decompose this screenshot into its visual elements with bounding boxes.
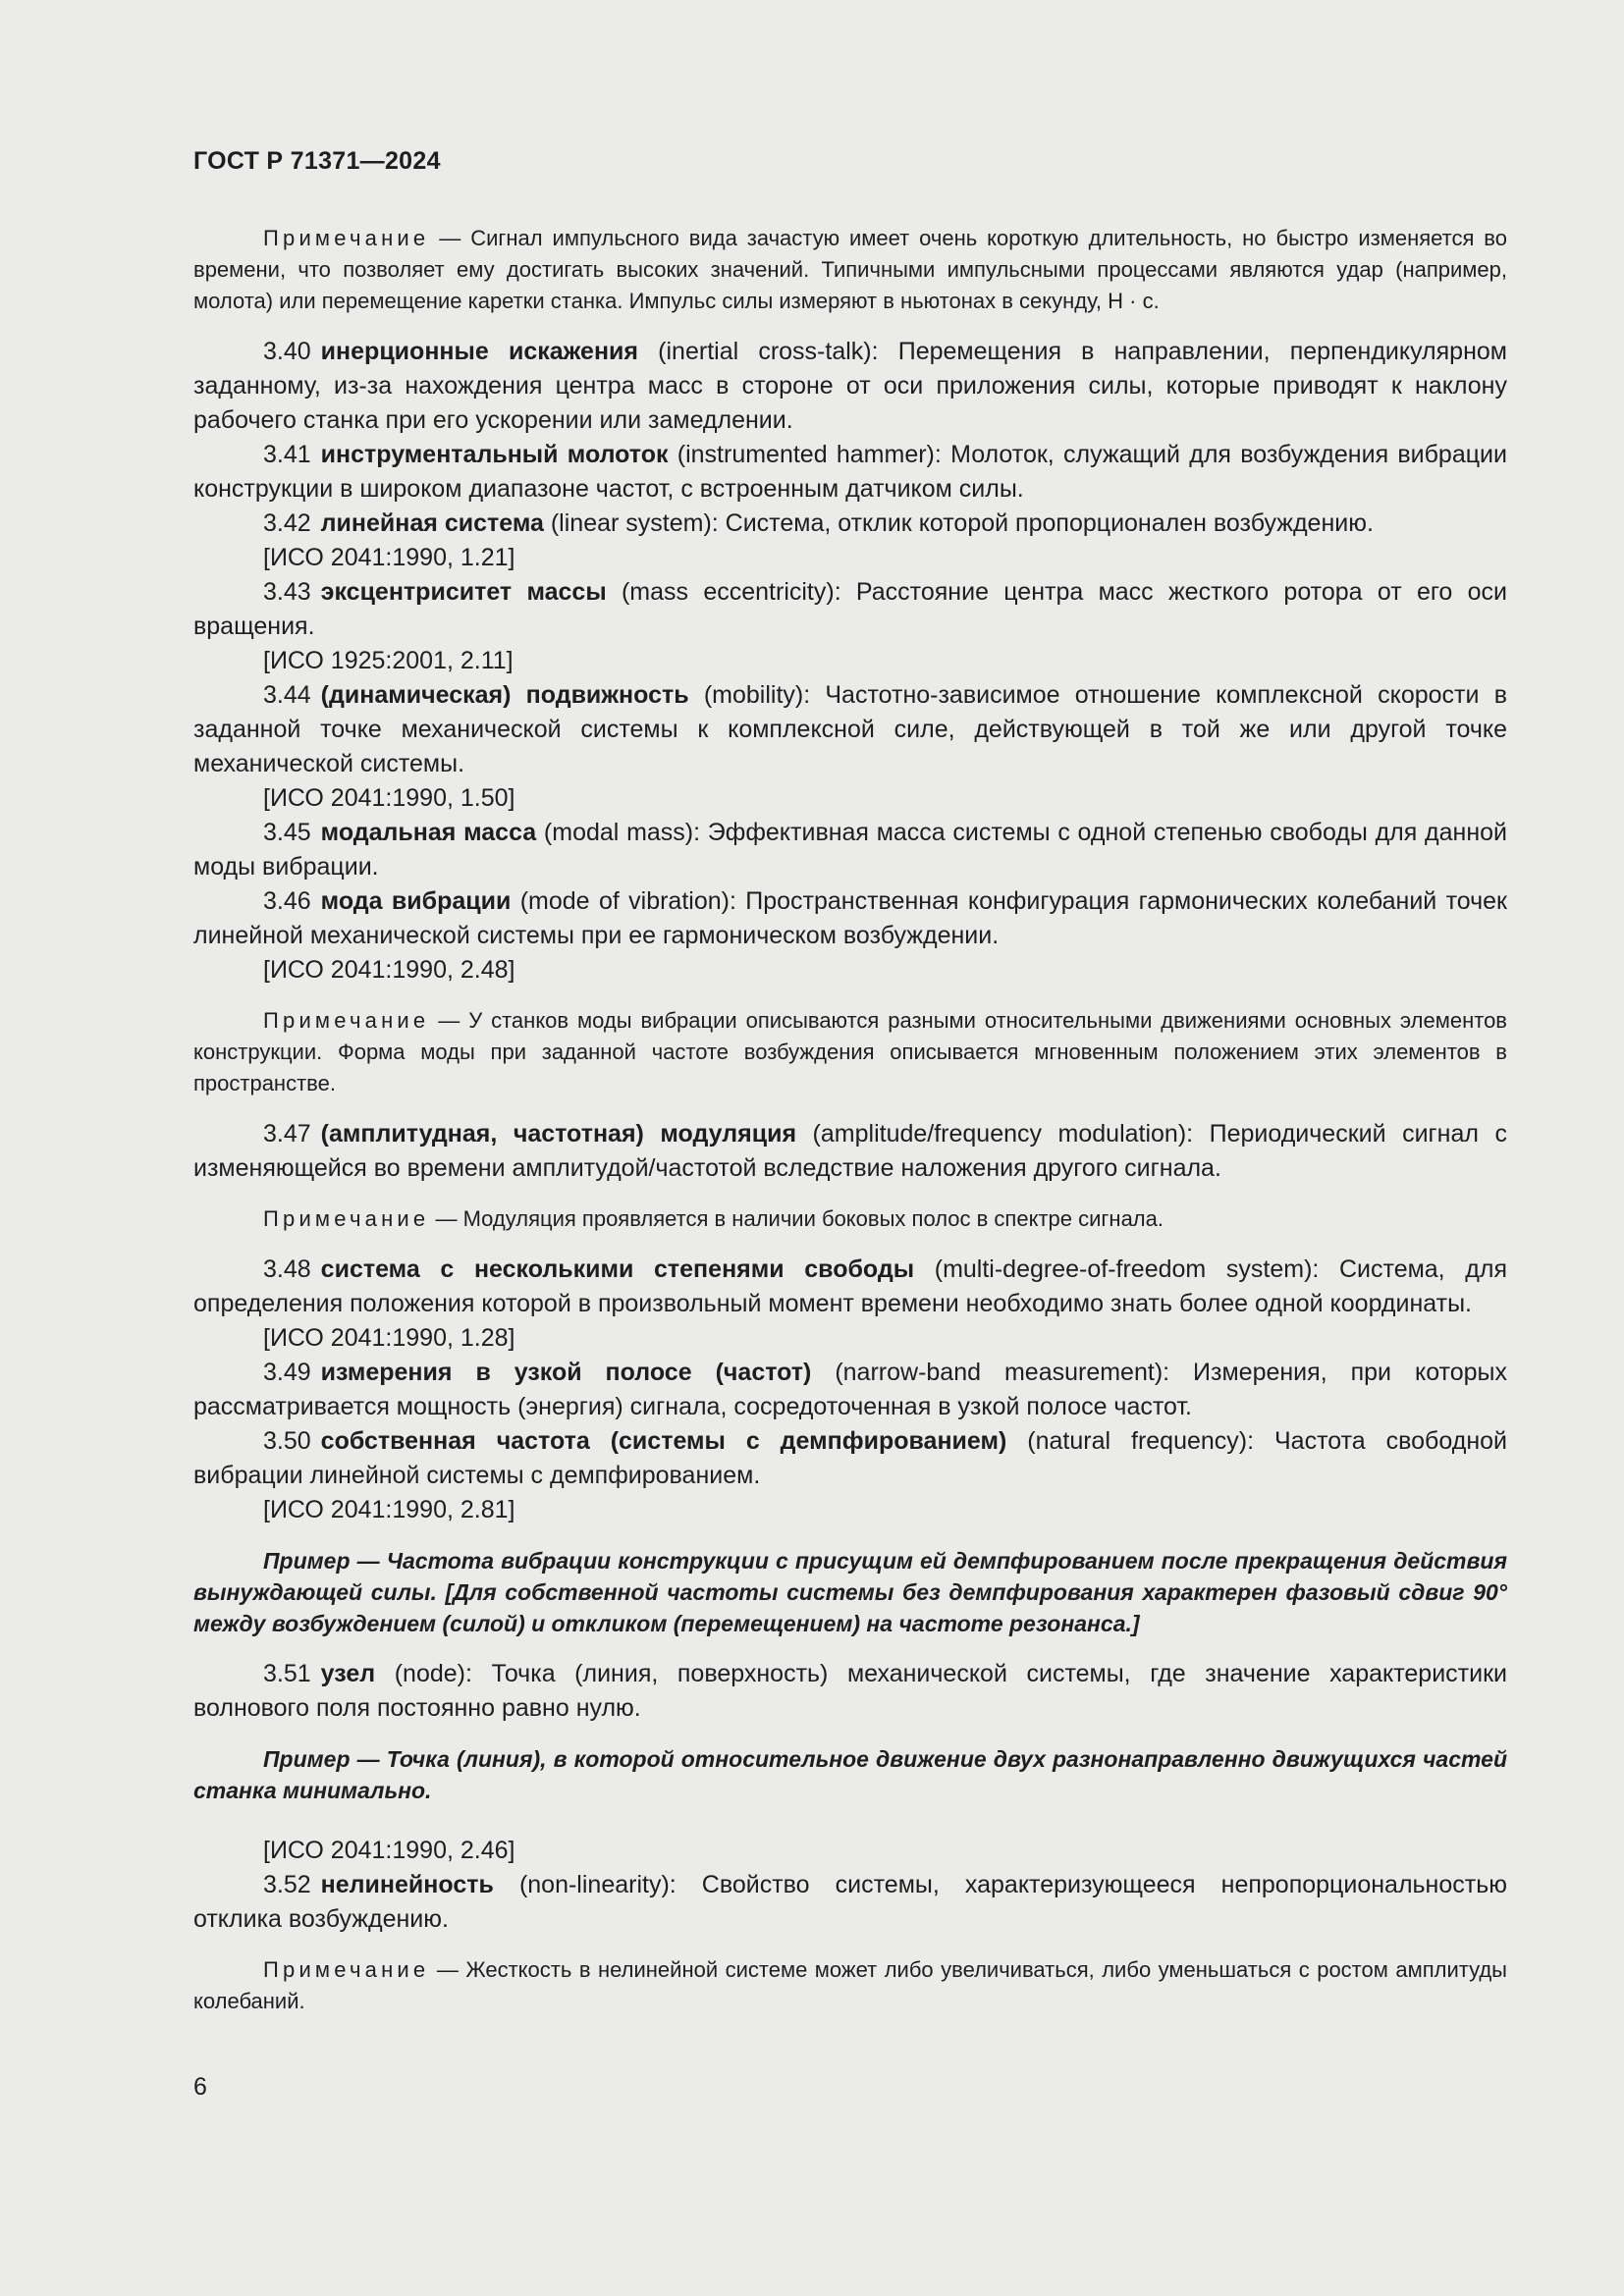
note-label: Примечание xyxy=(263,1206,430,1231)
term-number: 3.51 xyxy=(263,1660,311,1687)
term-3-48 xyxy=(193,1253,1507,1321)
term-number: 3.45 xyxy=(263,819,311,846)
term-3-45 xyxy=(193,816,1507,884)
term-3-41 xyxy=(193,438,1507,507)
term-definition: (amplitude/frequency modulation): Периодический сигнал с изменяющейся во времени амплитудой/частотой вследствие наложения другого сигнала. xyxy=(193,1120,1507,1182)
term-name: (амплитудная, частотная) модуляция xyxy=(320,1120,797,1148)
document-header: ГОСТ Р 71371—2024 xyxy=(193,147,441,175)
term-name: (динамическая) подвижность xyxy=(320,681,689,709)
term-number: 3.42 xyxy=(263,509,311,537)
term-definition: (mobility): Частотно-зависимое отношение комплексной скорости в заданной точке механической системы к комплексной силе, действующей в той же или другой точке механической системы. xyxy=(193,681,1507,777)
note-text: Модуляция проявляется в наличии боковых полос в спектре сигнала. xyxy=(462,1206,1164,1231)
document-body xyxy=(193,223,1507,2017)
term-number: 3.50 xyxy=(263,1427,311,1455)
term-name: измерения в узкой полосе (частот) xyxy=(320,1359,812,1386)
reference-3-51: [ИСО 2041:1990, 2.46] xyxy=(263,1837,515,1864)
term-definition: (narrow-band measurement): Измерения, при которых рассматривается мощность (энергия) сигнала, сосредоточенная в узкой полосе частот. xyxy=(193,1359,1507,1420)
reference-3-50: [ИСО 2041:1990, 2.81] xyxy=(263,1496,515,1523)
term-name: нелинейность xyxy=(320,1871,494,1898)
term-3-49 xyxy=(193,1356,1507,1424)
term-number: 3.49 xyxy=(263,1359,311,1386)
note-3-47 xyxy=(193,1203,1507,1235)
reference-3-43: [ИСО 1925:2001, 2.11] xyxy=(263,647,514,674)
term-definition: (inertial cross-talk): Перемещения в направлении, перпендикулярном заданному, из-за нахождения центра масс в стороне от оси приложения силы, которые приводят к наклону рабочего станка при его ускорении или замедлении. xyxy=(193,338,1507,434)
term-definition: (linear system): Система, отклик которой пропорционален возбуждению. xyxy=(543,509,1374,537)
term-3-50 xyxy=(193,1424,1507,1493)
example-text: Точка (линия), в которой относительное движение двух разнонаправленно движущихся частей станка минимально. xyxy=(193,1746,1507,1803)
example-label: Пример xyxy=(263,1548,351,1574)
example-separator: — xyxy=(350,1746,387,1772)
term-name: модальная масса xyxy=(320,819,537,846)
reference-3-42: [ИСО 2041:1990, 1.21] xyxy=(263,544,515,571)
term-3-52 xyxy=(193,1868,1507,1937)
reference-3-48: [ИСО 2041:1990, 1.28] xyxy=(263,1324,515,1352)
note-separator: — xyxy=(429,226,471,250)
term-3-46 xyxy=(193,884,1507,953)
term-definition: (non-linearity): Свойство системы, характеризующееся непропорциональностью отклика возбуждению. xyxy=(193,1871,1507,1933)
reference-3-44: [ИСО 2041:1990, 1.50] xyxy=(263,784,515,812)
example-text: Частота вибрации конструкции с присущим ей демпфированием после прекращения действия вынуждающей силы. [Для собственной частоты системы без демпфирования характерен фазовый сдвиг 90° между возбуждением (силой) и откликом (перемещением) на частоте резонанса.] xyxy=(193,1548,1507,1636)
term-3-51 xyxy=(193,1657,1507,1726)
term-3-40 xyxy=(193,335,1507,438)
term-name: инструментальный молоток xyxy=(320,441,669,468)
term-definition: (mode of vibration): Пространственная конфигурация гармонических колебаний точек линейной механической системы при ее гармоническом возбуждении. xyxy=(193,887,1507,949)
note-text: Жесткость в нелинейной системе может либо увеличиваться, либо уменьшаться с ростом амплитуды колебаний. xyxy=(193,1957,1507,2013)
term-number: 3.48 xyxy=(263,1255,311,1283)
note-3-46 xyxy=(193,1005,1507,1099)
term-number: 3.41 xyxy=(263,441,311,468)
note-separator: — xyxy=(429,1206,463,1231)
note-separator: — xyxy=(429,1957,466,1982)
term-number: 3.43 xyxy=(263,578,311,606)
term-name: узел xyxy=(320,1660,376,1687)
term-number: 3.44 xyxy=(263,681,311,709)
term-definition: (modal mass): Эффективная масса системы с одной степенью свободы для данной моды вибрации. xyxy=(193,819,1507,881)
page-number: 6 xyxy=(193,2073,207,2101)
term-definition: (node): Точка (линия, поверхность) механической системы, где значение характеристики волнового поля постоянно равно нулю. xyxy=(193,1660,1507,1722)
term-number: 3.40 xyxy=(263,338,311,365)
term-3-43 xyxy=(193,575,1507,644)
note-text: У станков моды вибрации описываются разными относительными движениями основных элементов конструкции. Форма моды при заданной частоте возбуждения описывается мгновенным положением этих элементов в пространстве. xyxy=(193,1008,1507,1095)
note-label: Примечание xyxy=(263,1008,430,1033)
term-definition: (instrumented hammer): Молоток, служащий для возбуждения вибрации конструкции в широком диапазоне частот, с встроенным датчиком силы. xyxy=(193,441,1507,503)
term-name: линейная система xyxy=(320,509,544,537)
note-separator: — xyxy=(429,1008,469,1033)
term-name: инерционные искажения xyxy=(320,338,638,365)
term-3-47 xyxy=(193,1117,1507,1186)
note-label: Примечание xyxy=(263,1957,430,1982)
note-intro xyxy=(193,223,1507,317)
example-3-51 xyxy=(193,1743,1507,1806)
note-3-52 xyxy=(193,1954,1507,2017)
example-3-50 xyxy=(193,1545,1507,1639)
term-name: система с несколькими степенями свободы xyxy=(320,1255,915,1283)
term-name: мода вибрации xyxy=(320,887,512,915)
term-number: 3.52 xyxy=(263,1871,311,1898)
example-separator: — xyxy=(350,1548,387,1574)
term-definition: (natural frequency): Частота свободной вибрации линейной системы с демпфированием. xyxy=(193,1427,1507,1489)
note-label: Примечание xyxy=(263,226,430,250)
term-number: 3.46 xyxy=(263,887,311,915)
term-name: собственная частота (системы с демпфированием) xyxy=(320,1427,1007,1455)
note-text: Сигнал импульсного вида зачастую имеет очень короткую длительность, но быстро изменяется во времени, что позволяет ему достигать высоких значений. Типичными импульсными процессами являются удар (например, молота) или перемещение каретки станка. Импульс силы измеряют в ньютонах в секунду, Н · с. xyxy=(193,226,1507,313)
reference-3-46: [ИСО 2041:1990, 2.48] xyxy=(263,956,515,984)
term-definition: (multi-degree-of-freedom system): Система, для определения положения которой в произвольный момент времени необходимо знать более одной координаты. xyxy=(193,1255,1507,1317)
term-name: эксцентриситет массы xyxy=(320,578,607,606)
term-number: 3.47 xyxy=(263,1120,311,1148)
term-3-42 xyxy=(193,507,1507,541)
example-label: Пример xyxy=(263,1746,351,1772)
term-definition: (mass eccentricity): Расстояние центра масс жесткого ротора от его оси вращения. xyxy=(193,578,1507,640)
term-3-44 xyxy=(193,678,1507,781)
